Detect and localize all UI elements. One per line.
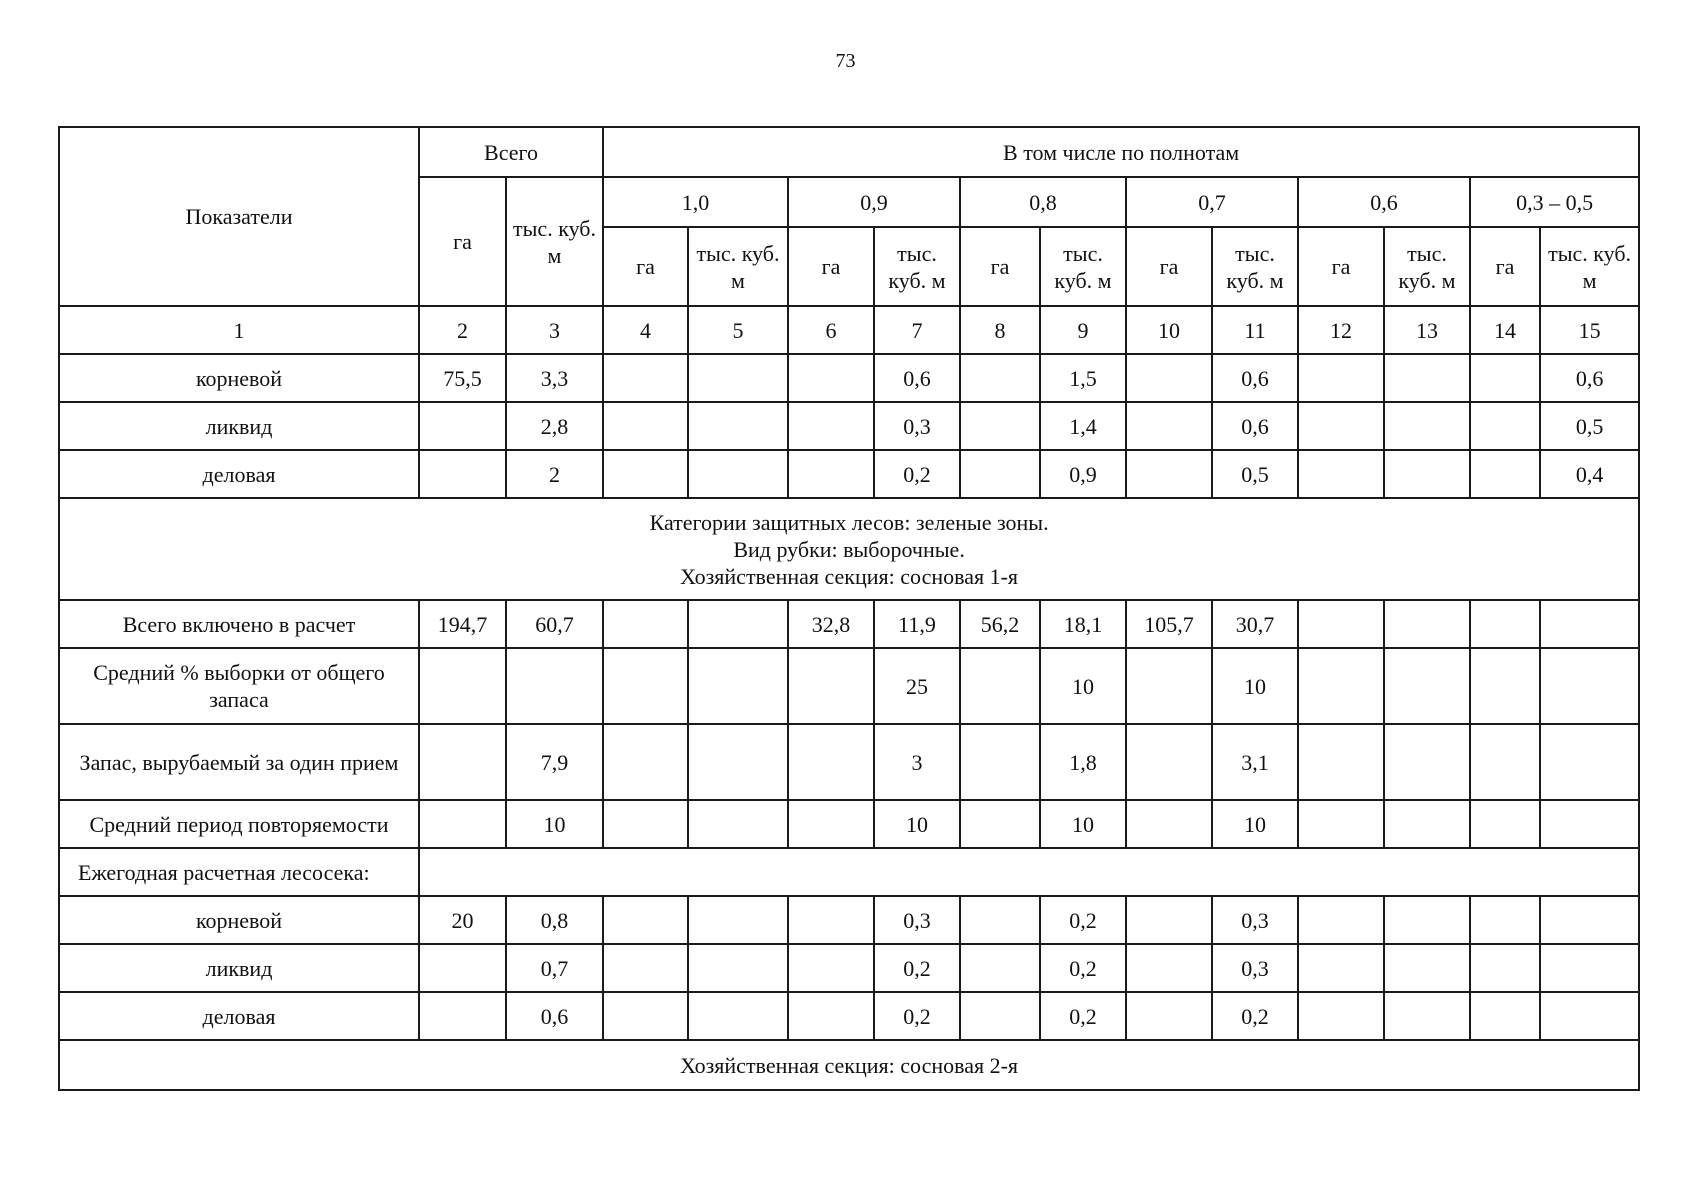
table-cell <box>1384 600 1470 648</box>
row-label: Всего включено в расчет <box>59 600 419 648</box>
table-cell <box>1540 724 1639 800</box>
table-cell <box>1298 600 1384 648</box>
density-header: 0,9 <box>788 177 960 227</box>
by-density-header: В том числе по полнотам <box>603 127 1639 177</box>
table-row <box>59 724 1639 800</box>
table-cell: 1,5 <box>1040 354 1126 402</box>
table-cell <box>1540 600 1639 648</box>
table-cell <box>1470 402 1540 450</box>
volume-subheader: тыс. куб. м <box>1212 227 1298 306</box>
table-cell: 10 <box>1040 800 1126 848</box>
column-number: 3 <box>506 306 603 354</box>
table-cell: 2 <box>506 450 603 498</box>
table-cell: 0,5 <box>1212 450 1298 498</box>
table-cell: 1,4 <box>1040 402 1126 450</box>
table-cell: 0,6 <box>1540 354 1639 402</box>
table-cell: 0,6 <box>874 354 960 402</box>
table-cell <box>960 402 1040 450</box>
table-cell <box>1126 944 1212 992</box>
table-cell <box>419 800 506 848</box>
table-row <box>59 402 1639 450</box>
table-cell <box>688 402 788 450</box>
table-cell: 0,4 <box>1540 450 1639 498</box>
column-number: 2 <box>419 306 506 354</box>
column-number: 11 <box>1212 306 1298 354</box>
table-cell <box>1540 944 1639 992</box>
table-cell <box>788 648 874 724</box>
density-header: 0,8 <box>960 177 1126 227</box>
column-number: 9 <box>1040 306 1126 354</box>
table-cell <box>603 992 688 1040</box>
table-cell <box>960 724 1040 800</box>
volume-subheader: тыс. куб. м <box>874 227 960 306</box>
ha-subheader: га <box>960 227 1040 306</box>
section-2-caption: Хозяйственная секция: сосновая 2-я <box>59 1040 1639 1090</box>
table-cell <box>1470 724 1540 800</box>
column-numbers-row <box>59 306 1639 354</box>
table-cell: 0,3 <box>874 402 960 450</box>
section-2-row <box>59 1040 1639 1090</box>
column-number: 4 <box>603 306 688 354</box>
column-number: 5 <box>688 306 788 354</box>
row-label: корневой <box>59 354 419 402</box>
ha-subheader: га <box>1126 227 1212 306</box>
table-cell <box>1298 402 1384 450</box>
ha-subheader: га <box>1298 227 1384 306</box>
table-cell <box>1298 648 1384 724</box>
table-cell: 32,8 <box>788 600 874 648</box>
table-cell <box>1126 354 1212 402</box>
total-ha-header: га <box>419 177 506 306</box>
table-cell <box>960 450 1040 498</box>
table-cell <box>1298 354 1384 402</box>
table-cell <box>688 800 788 848</box>
table-cell: 3 <box>874 724 960 800</box>
volume-subheader: тыс. куб. м <box>1040 227 1126 306</box>
table-cell: 3,1 <box>1212 724 1298 800</box>
table-cell <box>688 724 788 800</box>
table-cell <box>688 992 788 1040</box>
table-cell: 10 <box>1040 648 1126 724</box>
table-cell <box>1384 992 1470 1040</box>
row-label: деловая <box>59 450 419 498</box>
table-cell <box>1126 992 1212 1040</box>
table-cell <box>960 354 1040 402</box>
table-cell <box>788 992 874 1040</box>
table-cell <box>419 944 506 992</box>
table-cell <box>688 896 788 944</box>
table-cell: 0,7 <box>506 944 603 992</box>
column-number: 7 <box>874 306 960 354</box>
table-cell: 25 <box>874 648 960 724</box>
table-cell <box>603 600 688 648</box>
table-cell <box>1126 800 1212 848</box>
table-cell: 3,3 <box>506 354 603 402</box>
table-cell: 10 <box>874 800 960 848</box>
table-cell <box>960 800 1040 848</box>
indicators-header: Показатели <box>59 127 419 306</box>
table-row <box>59 450 1639 498</box>
table-cell <box>1470 800 1540 848</box>
table-cell <box>1126 648 1212 724</box>
table-cell: 60,7 <box>506 600 603 648</box>
table-row <box>59 896 1639 944</box>
ha-subheader: га <box>788 227 874 306</box>
row-label: Средний % выборки от общего запаса <box>59 648 419 724</box>
table-cell <box>788 450 874 498</box>
ha-subheader: га <box>1470 227 1540 306</box>
table-cell <box>1470 450 1540 498</box>
table-cell: 20 <box>419 896 506 944</box>
table-cell: 0,2 <box>874 992 960 1040</box>
table-cell: 0,6 <box>1212 402 1298 450</box>
table-cell <box>1470 600 1540 648</box>
table-cell <box>1540 648 1639 724</box>
table-cell <box>688 600 788 648</box>
table-row <box>59 944 1639 992</box>
table-cell <box>1470 354 1540 402</box>
table-cell <box>1298 944 1384 992</box>
table-cell <box>1384 800 1470 848</box>
table-cell <box>1384 896 1470 944</box>
table-row <box>59 992 1639 1040</box>
table-cell <box>419 402 506 450</box>
table-cell: 18,1 <box>1040 600 1126 648</box>
table-cell <box>788 354 874 402</box>
table-cell <box>419 648 506 724</box>
table-cell: 194,7 <box>419 600 506 648</box>
annual-cut-label: Ежегодная расчетная лесосека: <box>59 848 419 896</box>
table-row <box>59 648 1639 724</box>
column-number: 14 <box>1470 306 1540 354</box>
table-cell <box>688 648 788 724</box>
table-cell: 0,3 <box>874 896 960 944</box>
header-row-1 <box>59 127 1639 177</box>
table-cell <box>688 450 788 498</box>
table-cell: 105,7 <box>1126 600 1212 648</box>
table-cell: 0,6 <box>1212 354 1298 402</box>
row-label: деловая <box>59 992 419 1040</box>
rows-group-a <box>59 354 1639 498</box>
column-number: 6 <box>788 306 874 354</box>
table-cell: 11,9 <box>874 600 960 648</box>
table-cell <box>1540 800 1639 848</box>
table-row <box>59 800 1639 848</box>
table-cell <box>1126 724 1212 800</box>
table-cell: 1,8 <box>1040 724 1126 800</box>
table-cell: 0,3 <box>1212 944 1298 992</box>
row-label: ликвид <box>59 402 419 450</box>
table-cell: 10 <box>1212 648 1298 724</box>
density-header: 0,7 <box>1126 177 1298 227</box>
table-cell <box>788 944 874 992</box>
table-row <box>59 600 1639 648</box>
table-cell <box>603 724 688 800</box>
table-cell <box>1470 896 1540 944</box>
table-cell <box>1126 896 1212 944</box>
table-cell <box>603 354 688 402</box>
section-1-caption <box>59 498 1639 600</box>
table-cell: 0,6 <box>506 992 603 1040</box>
table-cell <box>603 450 688 498</box>
page-number: 73 <box>835 50 856 72</box>
economic-section: Хозяйственная секция: сосновая 1-я <box>680 563 1019 589</box>
volume-subheader: тыс. куб. м <box>1540 227 1639 306</box>
total-header: Всего <box>419 127 603 177</box>
volume-subheader: тыс. куб. м <box>688 227 788 306</box>
annual-cut-row <box>59 848 1639 896</box>
table-cell <box>603 896 688 944</box>
table-cell: 0,9 <box>1040 450 1126 498</box>
table-cell <box>1470 944 1540 992</box>
table-cell <box>1540 896 1639 944</box>
table-cell <box>960 944 1040 992</box>
table-cell <box>960 992 1040 1040</box>
ha-subheader: га <box>603 227 688 306</box>
table-cell <box>1384 724 1470 800</box>
table-cell <box>1384 648 1470 724</box>
row-label: корневой <box>59 896 419 944</box>
table-cell <box>960 896 1040 944</box>
table-cell <box>1384 450 1470 498</box>
table-cell <box>603 944 688 992</box>
table-cell <box>788 800 874 848</box>
table-cell: 0,2 <box>1040 896 1126 944</box>
table-cell <box>603 648 688 724</box>
table-cell <box>1384 402 1470 450</box>
table-cell: 2,8 <box>506 402 603 450</box>
rows-group-c <box>59 896 1639 1040</box>
table-cell <box>1384 354 1470 402</box>
table-cell <box>1298 896 1384 944</box>
table-cell <box>1298 800 1384 848</box>
table-cell <box>1384 944 1470 992</box>
table-cell: 7,9 <box>506 724 603 800</box>
table-cell <box>1298 450 1384 498</box>
density-header: 0,6 <box>1298 177 1470 227</box>
table-cell <box>1298 992 1384 1040</box>
total-volume-header: тыс. куб. м <box>506 177 603 306</box>
table-cell <box>788 402 874 450</box>
table-cell <box>1126 450 1212 498</box>
density-header: 0,3 – 0,5 <box>1470 177 1639 227</box>
section-1-row <box>59 498 1639 600</box>
table-cell <box>506 648 603 724</box>
table-cell <box>419 724 506 800</box>
table-cell <box>419 992 506 1040</box>
table-cell <box>1470 992 1540 1040</box>
volume-subheader: тыс. куб. м <box>1384 227 1470 306</box>
table-cell: 0,8 <box>506 896 603 944</box>
table-cell: 0,2 <box>1040 992 1126 1040</box>
cutting-type: Вид рубки: выборочные. <box>733 536 965 562</box>
row-label: ликвид <box>59 944 419 992</box>
table-cell: 75,5 <box>419 354 506 402</box>
column-number: 13 <box>1384 306 1470 354</box>
table-cell: 10 <box>1212 800 1298 848</box>
table-cell: 0,2 <box>1212 992 1298 1040</box>
table-cell <box>603 800 688 848</box>
protective-forest-category: Категории защитных лесов: зеленые зоны. <box>649 509 1049 535</box>
table-cell <box>788 724 874 800</box>
table-cell <box>688 354 788 402</box>
table-cell: 10 <box>506 800 603 848</box>
table-cell <box>688 944 788 992</box>
table-cell <box>1126 402 1212 450</box>
annual-cut-empty <box>419 848 1639 896</box>
table-cell <box>1298 724 1384 800</box>
table-cell: 0,3 <box>1212 896 1298 944</box>
column-number: 1 <box>59 306 419 354</box>
table-cell: 0,5 <box>1540 402 1639 450</box>
column-number: 15 <box>1540 306 1639 354</box>
forest-table <box>58 126 1640 1091</box>
density-header: 1,0 <box>603 177 788 227</box>
table-cell <box>788 896 874 944</box>
table-cell <box>1540 992 1639 1040</box>
table-cell: 56,2 <box>960 600 1040 648</box>
table-cell: 30,7 <box>1212 600 1298 648</box>
table-cell <box>960 648 1040 724</box>
table-row <box>59 354 1639 402</box>
column-number: 8 <box>960 306 1040 354</box>
table-cell <box>1470 648 1540 724</box>
table-cell: 0,2 <box>874 450 960 498</box>
table-cell: 0,2 <box>1040 944 1126 992</box>
row-label: Средний период повторяемости <box>59 800 419 848</box>
column-number: 10 <box>1126 306 1212 354</box>
rows-group-b <box>59 600 1639 848</box>
table-cell: 0,2 <box>874 944 960 992</box>
column-number: 12 <box>1298 306 1384 354</box>
table-cell <box>419 450 506 498</box>
table-cell <box>603 402 688 450</box>
row-label: Запас, вырубаемый за один прием <box>59 724 419 800</box>
